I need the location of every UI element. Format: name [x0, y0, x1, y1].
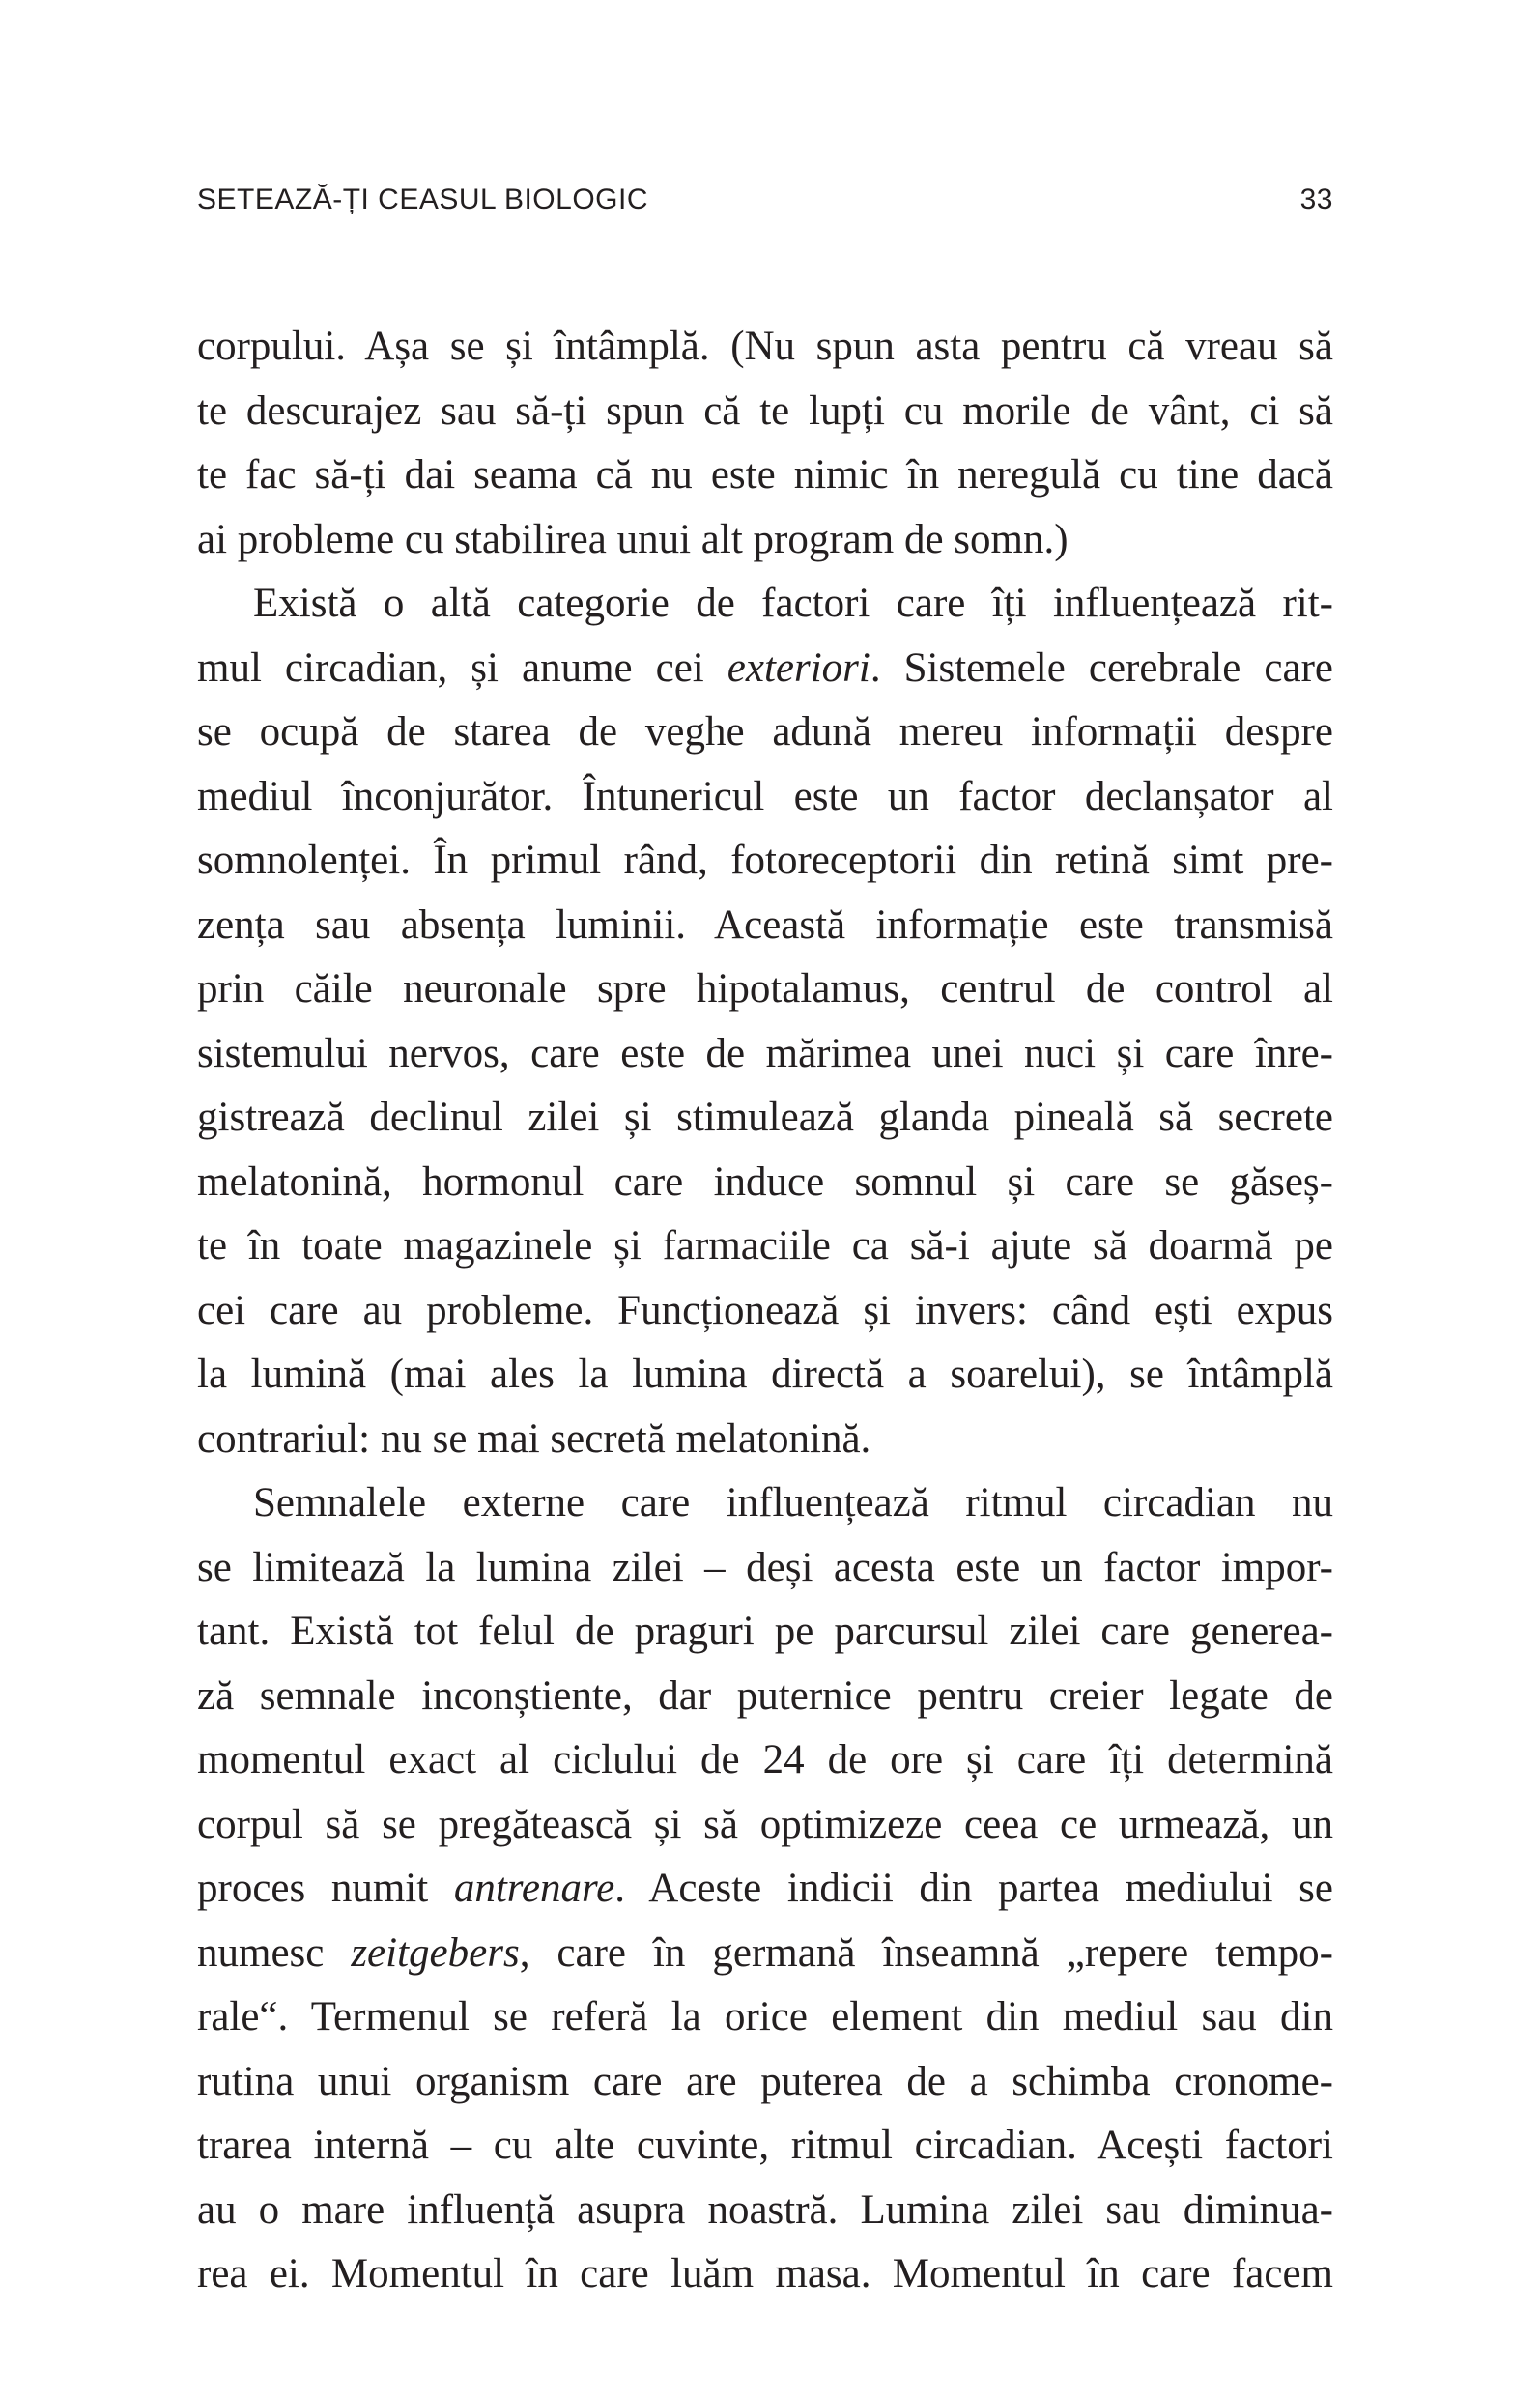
text-run: Există o altă categorie de factori care îți influențează rit-: [253, 581, 1333, 626]
text-run: te descurajez sau să-ți spun că te lupți cu morile de vânt, ci să: [197, 387, 1333, 434]
text-run: au o mare influență asupra noastră. Lumina zilei sau diminua-: [197, 2186, 1333, 2233]
text-run: la lumină (mai ales la lumina directă a soarelui), se întâmplă: [197, 1352, 1333, 1397]
text-run: zența sau absența luminii. Această informație este transmisă: [197, 901, 1333, 948]
text-line: [197, 1086, 1333, 1151]
italic-term: antrenare: [453, 1866, 615, 1911]
text-run: tant. Există tot felul de praguri pe parcursul zilei care generea-: [197, 1609, 1333, 1654]
text-run: corpul să se pregătească și să optimizeze ceea ce urmează, un: [197, 1801, 1333, 1847]
text-run: mul circadian, și anume cei: [197, 644, 727, 691]
text-run: mediul înconjurător. Întunericul este un factor declanșator al: [197, 773, 1333, 819]
text-line: [197, 572, 1333, 637]
text-line: [197, 1665, 1333, 1729]
text-line: [197, 829, 1333, 894]
text-line: [197, 1408, 1333, 1472]
text-run: sistemului nervos, care este de mărimea unei nuci și care înre-: [197, 1030, 1333, 1076]
text-line: [197, 1536, 1333, 1601]
text-run: . Sistemele cerebrale care: [870, 644, 1333, 691]
text-line: [197, 1922, 1333, 1986]
text-run: se limitează la lumina zilei – deși acesta este un factor impor-: [197, 1544, 1333, 1590]
text-line: [197, 315, 1333, 380]
paragraph: [197, 315, 1333, 572]
text-run: ai probleme cu stabilirea unui alt program de somn.): [197, 516, 1069, 562]
text-line: [197, 443, 1333, 508]
text-line: [197, 1985, 1333, 2050]
paragraph: [197, 572, 1333, 1471]
text-line: [197, 637, 1333, 701]
text-run: prin căile neuronale spre hipotalamus, centrul de control al: [197, 966, 1333, 1012]
text-line: [197, 2179, 1333, 2243]
text-run: momentul exact al ciclului de 24 de ore și care îți determină: [197, 1737, 1333, 1783]
text-line: [197, 957, 1333, 1022]
text-line: [197, 1279, 1333, 1344]
text-line: [197, 1214, 1333, 1279]
text-line: [197, 2242, 1333, 2307]
text-run: ză semnale inconștiente, dar puternice pentru creier legate de: [197, 1672, 1333, 1719]
body-text: [197, 315, 1333, 2307]
text-run: rale“. Termenul se referă la orice element din mediul sau din: [197, 1994, 1333, 2039]
text-line: [197, 894, 1333, 958]
text-line: [197, 2050, 1333, 2115]
running-head: [197, 184, 1333, 226]
text-line: [197, 765, 1333, 830]
text-line: [197, 1857, 1333, 1922]
running-head-title: SETEAZĂ-ȚI CEASUL BIOLOGIC: [197, 184, 648, 215]
text-run: corpului. Așa se și întâmplă. (Nu spun asta pentru că vreau să: [197, 324, 1333, 369]
text-line: [197, 1151, 1333, 1215]
italic-term: exteriori: [727, 644, 870, 691]
italic-term: zeitgebers: [351, 1929, 520, 1976]
text-line: [197, 1471, 1333, 1536]
text-run: proces numit: [197, 1866, 454, 1911]
text-run: melatonină, hormonul care induce somnul și care se găseș-: [197, 1158, 1333, 1205]
text-run: . Aceste indicii din partea mediului se: [614, 1866, 1333, 1911]
text-run: cei care au probleme. Funcționează și invers: când ești expus: [197, 1287, 1333, 1333]
text-line: [197, 1793, 1333, 1858]
text-run: gistrează declinul zilei și stimulează glanda pineală să secrete: [197, 1095, 1333, 1140]
text-run: Semnalele externe care influențează ritmul circadian nu: [253, 1480, 1333, 1526]
text-run: somnolenței. În primul rând, fotoreceptorii din retină simt pre-: [197, 838, 1333, 883]
text-run: numesc: [197, 1929, 352, 1976]
text-run: rutina unui organism care are puterea de a schimba cronome-: [197, 2058, 1333, 2104]
text-line: [197, 1728, 1333, 1793]
text-run: , care în germană înseamnă „repere tempo-: [519, 1929, 1333, 1976]
text-run: te în toate magazinele și farmaciile ca să-i ajute să doarmă pe: [197, 1223, 1333, 1269]
text-line: [197, 700, 1333, 765]
text-run: se ocupă de starea de veghe adună mereu informații despre: [197, 709, 1333, 755]
text-line: [197, 2114, 1333, 2179]
text-run: te fac să-ți dai seama că nu este nimic în neregulă cu tine dacă: [197, 452, 1333, 498]
text-run: rea ei. Momentul în care luăm masa. Momentul în care facem: [197, 2251, 1333, 2296]
text-line: [197, 1343, 1333, 1408]
text-run: contrariul: nu se mai secretă melatonină.: [197, 1415, 871, 1462]
page-number: 33: [1299, 184, 1333, 215]
text-line: [197, 1600, 1333, 1665]
text-run: trarea internă – cu alte cuvinte, ritmul circadian. Acești factori: [197, 2123, 1333, 2168]
paragraph: [197, 1471, 1333, 2307]
text-line: [197, 1022, 1333, 1087]
text-line: [197, 380, 1333, 444]
text-line: [197, 508, 1333, 573]
